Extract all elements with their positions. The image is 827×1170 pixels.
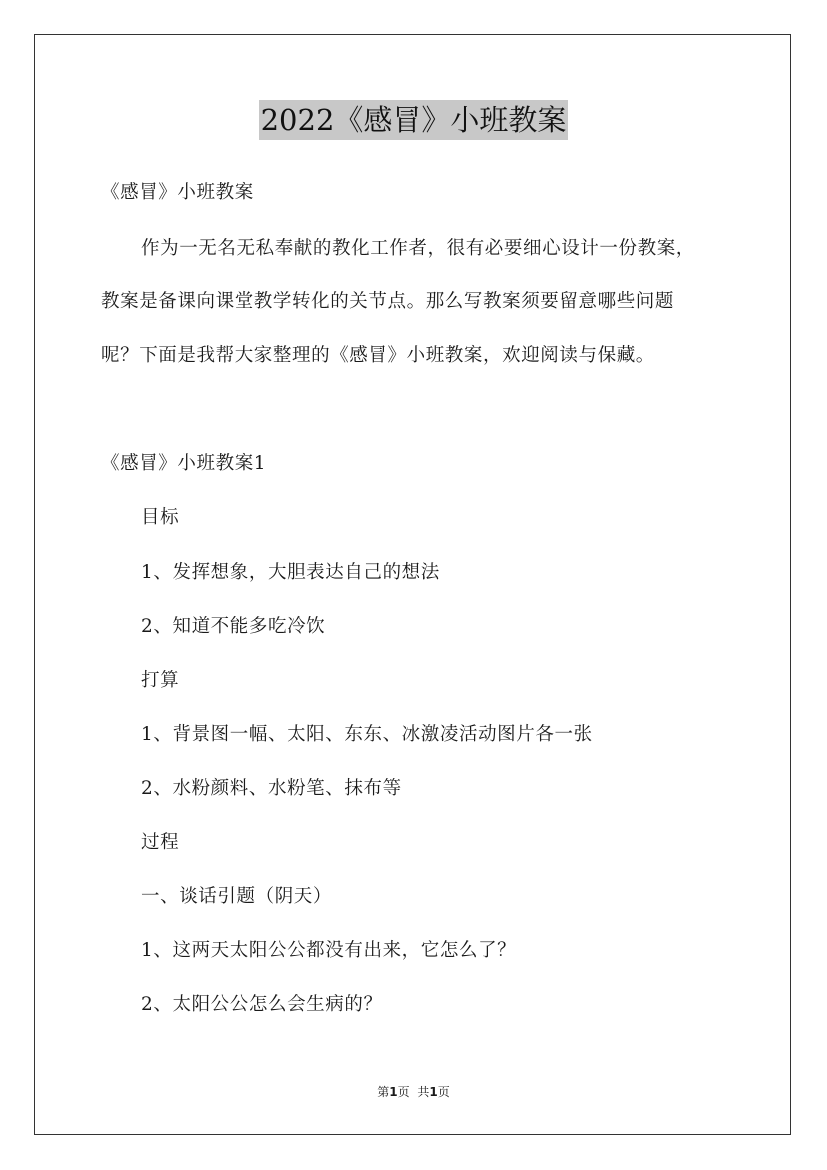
body-line-goal-2: 2、知道不能多吃冷饮 bbox=[141, 616, 326, 637]
body-line-process: 过程 bbox=[141, 832, 180, 853]
body-line-goal-1: 1、发挥想象，大胆表达自己的想法 bbox=[141, 562, 440, 583]
intro-line-2: 教案是备课向课堂教学转化的关节点。那么写教案须要留意哪些问题 bbox=[101, 291, 675, 312]
footer-page-suffix: 页 bbox=[397, 1085, 410, 1099]
body-line-prepare: 打算 bbox=[141, 670, 180, 691]
intro-line-1: 作为一无名无私奉献的教化工作者，很有必要细心设计一份教案， bbox=[141, 238, 695, 259]
body-line-prepare-1: 1、背景图一幅、太阳、东东、冰激凌活动图片各一张 bbox=[141, 724, 593, 745]
footer-total-pages: 1 bbox=[429, 1085, 438, 1099]
body-line-step-1-1: 1、这两天太阳公公都没有出来，它怎么了？ bbox=[141, 940, 517, 961]
body-line-goal: 目标 bbox=[141, 507, 180, 528]
document-subtitle: 《感冒》小班教案 bbox=[101, 182, 254, 203]
footer-page-number: 1 bbox=[389, 1085, 398, 1099]
footer-total-suffix: 页 bbox=[437, 1085, 450, 1099]
section-heading: 《感冒》小班教案1 bbox=[101, 453, 267, 474]
body-line-prepare-2: 2、水粉颜料、水粉笔、抹布等 bbox=[141, 778, 402, 799]
footer-total-prefix: 共 bbox=[417, 1085, 430, 1099]
footer-page-prefix: 第 bbox=[377, 1085, 390, 1099]
page-footer bbox=[0, 1084, 827, 1100]
document-title: 2022《感冒》小班教案 bbox=[259, 100, 569, 140]
body-line-step-1-2: 2、太阳公公怎么会生病的？ bbox=[141, 994, 383, 1015]
intro-line-3: 呢？下面是我帮大家整理的《感冒》小班教案，欢迎阅读与保藏。 bbox=[101, 345, 655, 366]
document-title-container bbox=[0, 100, 827, 140]
body-line-step-1: 一、谈话引题（阴天） bbox=[141, 886, 333, 907]
